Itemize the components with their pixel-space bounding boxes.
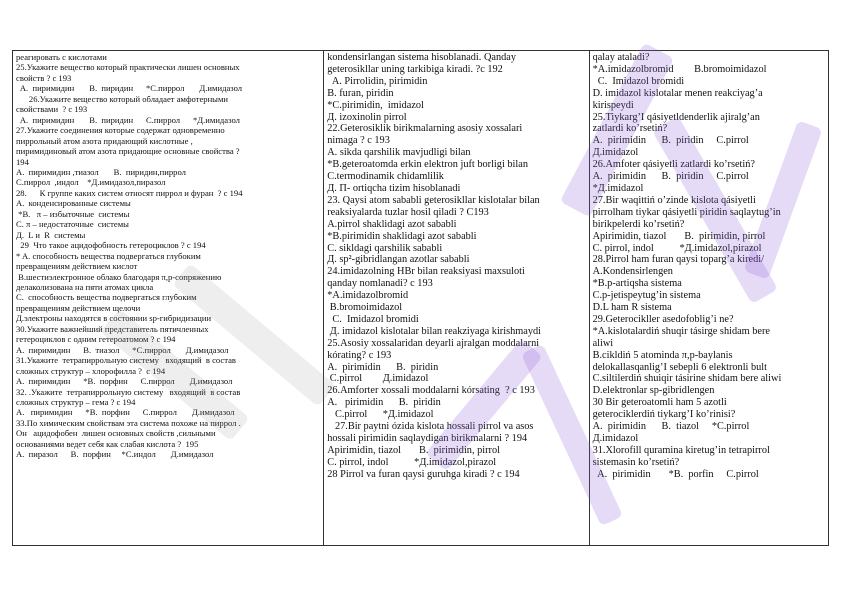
text-line: Д. izoxinolin pirrol: [327, 111, 407, 123]
text-line: 27.Bir paytni ózida kislota hossali pirrol va asos: [327, 421, 534, 433]
text-line: 25.Asosiy xossalaridan deyarli ajralgan moddalarni: [327, 337, 540, 349]
text-line: A. пиримидин *B. порфин C.пиррол Д.имидазол: [16, 376, 233, 387]
text-line: 26.Amfoter qásiyetli zatlardi ko’rsetiń?: [592, 159, 755, 171]
text-line: A.Kondensirlengen: [592, 266, 673, 278]
text-line: Д. П- ortiqcha tizim hisoblanadi: [327, 182, 461, 194]
text-line: A. Pirrolidin, pirimidin: [327, 75, 428, 87]
text-line: Apirimidin, tiazol B. pirimidin, pirrol: [327, 444, 500, 456]
text-line: C. Imidazol bromidi: [592, 75, 685, 87]
text-line: B.bromoimidazol: [327, 302, 403, 314]
column-uzbek: [324, 51, 589, 545]
text-line: 28.Pirrol ham furan qaysi toparg’a kiredi/: [592, 254, 764, 266]
text-line: A. пиримидин *B. порфин C.пиррол Д.имидазол: [16, 407, 235, 418]
text-line: пиримидиновый атом азота придающие основные свойства ?: [16, 146, 240, 157]
text-line: A. pirimidin B. piridin C.pirrol: [592, 135, 749, 147]
text-line: hossali pirimidin saqlaydigan birikmalarni ? 194: [327, 433, 528, 444]
text-line: B. furan, piridin: [327, 87, 394, 99]
text-line: 25.Tiykarg’I qásiyetldenderlik ajiralg’an: [592, 111, 760, 123]
text-line: сложных структур – гема ? с 194: [16, 396, 136, 407]
text-line: *A.imidazolbromid B.bromoimidazol: [592, 63, 767, 75]
text-line: 194: [16, 156, 29, 167]
text-line: B.cikldiń 5 atominda π,p-baylanis: [592, 349, 733, 361]
text-line: пиррольный атом азота придающий кислотные ,: [16, 135, 193, 146]
text-line: pirrolham tiykar qásiyetli piridin saqlaytug’in: [592, 206, 781, 218]
text-line: kirispeydi: [592, 99, 634, 111]
document-page: [12, 50, 829, 546]
text-line: превращениям действием кислот: [16, 261, 138, 272]
text-line: * A. способность вещества подвергаться глубоким: [16, 250, 201, 261]
text-line: aliwi: [592, 337, 614, 349]
text-line: C. sikldagi qarshilik sababli: [327, 242, 443, 254]
text-line: основаниями ведет себя как слабая кислота ? 195: [16, 438, 199, 449]
text-line: kondensirlangan sistema hisoblanadi. Qanday: [327, 52, 516, 63]
text-line: 29 Что такое ацидофобность гетероциклов ? с 194: [16, 240, 206, 251]
text-line: превращениям действием щелочи: [16, 302, 141, 313]
text-line: C.siltilerdiń shuiqir tásirine shidam bere aliwi: [592, 373, 782, 385]
text-line: C.p-jetispeytug’in sistema: [592, 290, 701, 302]
text-line: Он ацидофобен лишен основных свойств ,сильными: [16, 428, 216, 439]
text-line: A. pirimidin *B. porfin C.pirrol: [592, 468, 759, 480]
text-line: реагировать с кислотами: [16, 52, 107, 62]
text-line: 30 Bir geteroatomli ham 5 azotli: [592, 397, 727, 409]
text-line: D.elektronlar sp-gibridlengen: [592, 385, 715, 397]
text-line: 30.Укажите важнейший представитель пятичленных: [16, 323, 209, 334]
text-line: 28 Pirrol va furan qaysi guruhga kiradi ? c 194: [327, 468, 520, 480]
text-line: C.pirrol Д.imidazol: [327, 373, 429, 385]
text-line: A.pirrol shaklidagi azot sababli: [327, 218, 457, 230]
text-line: A. pirimidin B. tiazol *C.pirrol: [592, 421, 750, 433]
text-line: sistemasin ko’rsetiń?: [592, 456, 680, 468]
text-line: A. пиримидин B. пиридин C.пиррол *Д.имидазол: [16, 114, 240, 125]
text-line: 28. К группе каких систем относят пиррол и фуран ? с 194: [16, 187, 243, 198]
text-line: Д. imidazol kislotalar bilan reakziyaga kirishmaydi: [327, 325, 541, 337]
text-line: geterociklerdiń tiykarg’I ko’rinisi?: [592, 409, 736, 421]
text-line: A. пиримидин ,тиазол B. пиридин,пиррол: [16, 166, 186, 177]
text-line: geterosikllar uning tarkibiga kiradi. ?c 192: [327, 63, 503, 75]
text-line: Д. L и R системы: [16, 229, 86, 240]
text-line: 29.Geterocikller asedofoblig’i ne?: [592, 313, 734, 325]
text-line: свойствами ? с 193: [16, 104, 88, 115]
text-line: qalay ataladi?: [592, 52, 650, 63]
text-line: *C.pirimidin, imidazol: [327, 99, 424, 111]
text-line: A. pirimidin B. piridin: [327, 397, 441, 409]
text-line: C. π – недостаточные системы: [16, 219, 129, 230]
text-line: D.L ham R sistema: [592, 302, 672, 314]
text-line: *B.p-artiqsha sistema: [592, 278, 682, 290]
text-line: C. pirrol, indol *Д.imidazol,pirazol: [592, 242, 762, 254]
text-line: Д. sp²-gibridlangan azotlar sababli: [327, 254, 470, 266]
text-line: A. пиримидин B. пиридин *C.пиррол Д.имидазол: [16, 83, 243, 94]
text-line: C. pirrol, indol *Д.imidazol,pirazol: [327, 456, 497, 468]
text-line: *B.geteroatomda erkin elektron juft borligi bilan: [327, 159, 528, 171]
text-line: Д.imidazol: [592, 433, 639, 444]
text-line: 27.Укажите соединения которые содержат одновременно: [16, 125, 225, 136]
text-line: 24.imidazolning HBr bilan reaksiyasi maxsuloti: [327, 266, 525, 278]
text-line: A. пиразол B. порфин *C.индол Д.имидазол: [16, 449, 214, 460]
text-line: reaksiyalarda tuzlar hosil qiladi ? C193: [327, 206, 489, 218]
text-line: 31.Укажите тетрапиррольную систему входящий в состав: [16, 355, 236, 366]
text-line: C. Imidazol bromidi: [327, 313, 419, 325]
text-line: D. imidazol kislotalar menen reakciyag’a: [592, 87, 763, 99]
text-line: A. sikda qarshilik mavjudligi bilan: [327, 147, 471, 159]
text-line: 31.Xlorofill quramina kiretug’in tetrapirrol: [592, 444, 770, 456]
text-line: 26.Укажите вещество который обладает амфотерными: [16, 93, 228, 104]
text-line: Д.imidazol: [592, 147, 639, 159]
text-line: *B.pirimidin shaklidagi azot sababli: [327, 230, 477, 242]
column-karakalpak: [590, 51, 828, 545]
text-line: A. pirimidin B. piridin C.pirrol: [592, 171, 749, 183]
text-line: C.termodinamik chidamlilik: [327, 171, 444, 183]
text-line: *A.kislotalardiń shuqir tásirge shidam bere: [592, 325, 770, 337]
text-line: zatlardi ko’rsetiń?: [592, 123, 668, 135]
text-line: 25.Укажите вещество который практически лишен основных: [16, 62, 240, 73]
text-line: *B. π – избыточные системы: [16, 208, 130, 219]
text-line: A. конденсированные системы: [16, 198, 131, 209]
text-line: *A.imidazolbromid: [327, 290, 409, 302]
text-line: *Д.imidazol: [592, 182, 644, 194]
text-line: C.пиррол ,индол *Д.имидазол,пиразол: [16, 177, 166, 188]
text-line: делаколизована на пяти атомах цикла: [16, 281, 154, 292]
text-line: kórating? c 193: [327, 349, 392, 361]
text-line: C. способность вещества подвергаться глубоким: [16, 292, 197, 303]
text-line: C.pirrol *Д.imidazol: [327, 409, 434, 421]
text-line: A. pirimidin B. piridin: [327, 361, 439, 373]
column-russian: [13, 51, 324, 545]
text-line: Apirimidin, tiazol B. pirimidin, pirrol: [592, 230, 766, 242]
text-line: свойств ? с 193: [16, 72, 72, 83]
text-line: delokallasqanlig’I sebepli 6 elektronli bult: [592, 361, 768, 373]
text-line: A. пиримидин B. тиазол *C.пиррол Д.имидазол: [16, 344, 229, 355]
text-line: Д.электроны находятся в состоянии sp-гибридизации: [16, 313, 212, 324]
text-line: qanday nomlanadi? c 193: [327, 278, 433, 290]
text-line: 26.Amforter xossali moddalarni kórsating ? c 193: [327, 385, 535, 397]
text-line: 22.Geterosiklik birikmalarning asosiy xossalari: [327, 123, 523, 135]
text-line: birikpelerdi ko’rsetiń?: [592, 218, 685, 230]
text-line: B.шестиэлектронное облако благодаря π,р-сопряжению: [16, 271, 222, 282]
text-line: 32. .Укажите тетрапиррольную систему входящий в состав: [16, 386, 241, 397]
text-line: 23. Qaysi atom sababli geterosikllar kislotalar bilan: [327, 194, 540, 206]
text-line: nimaga ? c 193: [327, 135, 390, 147]
text-line: 27.Bir waqittiń o’zinde kislota qásiyetli: [592, 194, 756, 206]
text-line: гетероциклов с одним гетероатомом ? с 194: [16, 334, 176, 345]
text-line: 33.По химическим свойствам эта система похоже на пиррол .: [16, 417, 241, 428]
text-line: сложных структур – хлорофилла ? с 194: [16, 365, 166, 376]
